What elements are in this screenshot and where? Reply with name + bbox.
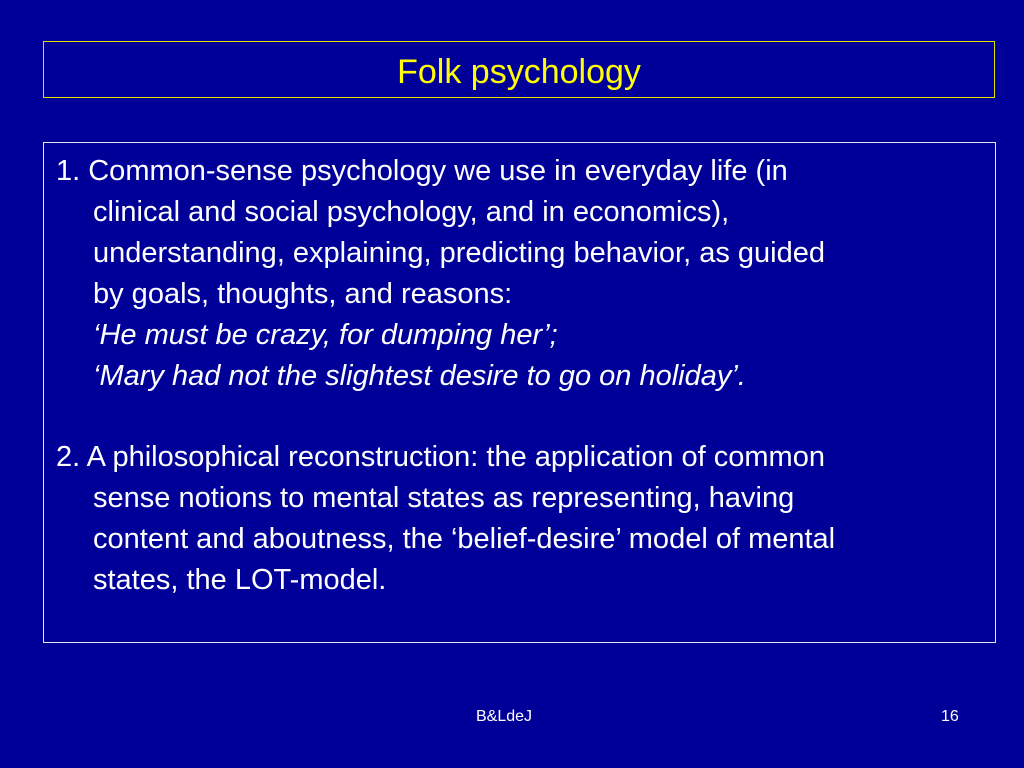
- title-box: [43, 41, 995, 98]
- page-number: 16: [941, 708, 959, 725]
- content-box: [43, 142, 996, 643]
- item-1-line-4: by goals, thoughts, and reasons:: [93, 278, 513, 310]
- item-1-example-1: ‘He must be crazy, for dumping her’;: [93, 319, 558, 351]
- footer-author: B&LdeJ: [476, 708, 533, 725]
- item-1-line-2: clinical and social psychology, and in economics),: [93, 196, 730, 228]
- item-2-line-4: states, the LOT-model.: [93, 564, 387, 596]
- item-1-line-1: 1. Common-sense psychology we use in everyday life (in: [56, 155, 788, 187]
- list-item-1: [56, 151, 992, 397]
- item-2-line-1: 2. A philosophical reconstruction: the application of common: [56, 441, 825, 473]
- list-item-2: [56, 437, 992, 601]
- slide-title: Folk psychology: [397, 53, 641, 91]
- item-1-line-3: understanding, explaining, predicting behavior, as guided: [93, 237, 825, 269]
- item-2-line-2: sense notions to mental states as representing, having: [93, 482, 795, 514]
- item-1-example-2: ‘Mary had not the slightest desire to go on holiday’.: [93, 360, 746, 392]
- item-2-line-3: content and aboutness, the ‘belief-desire’ model of mental: [93, 523, 836, 555]
